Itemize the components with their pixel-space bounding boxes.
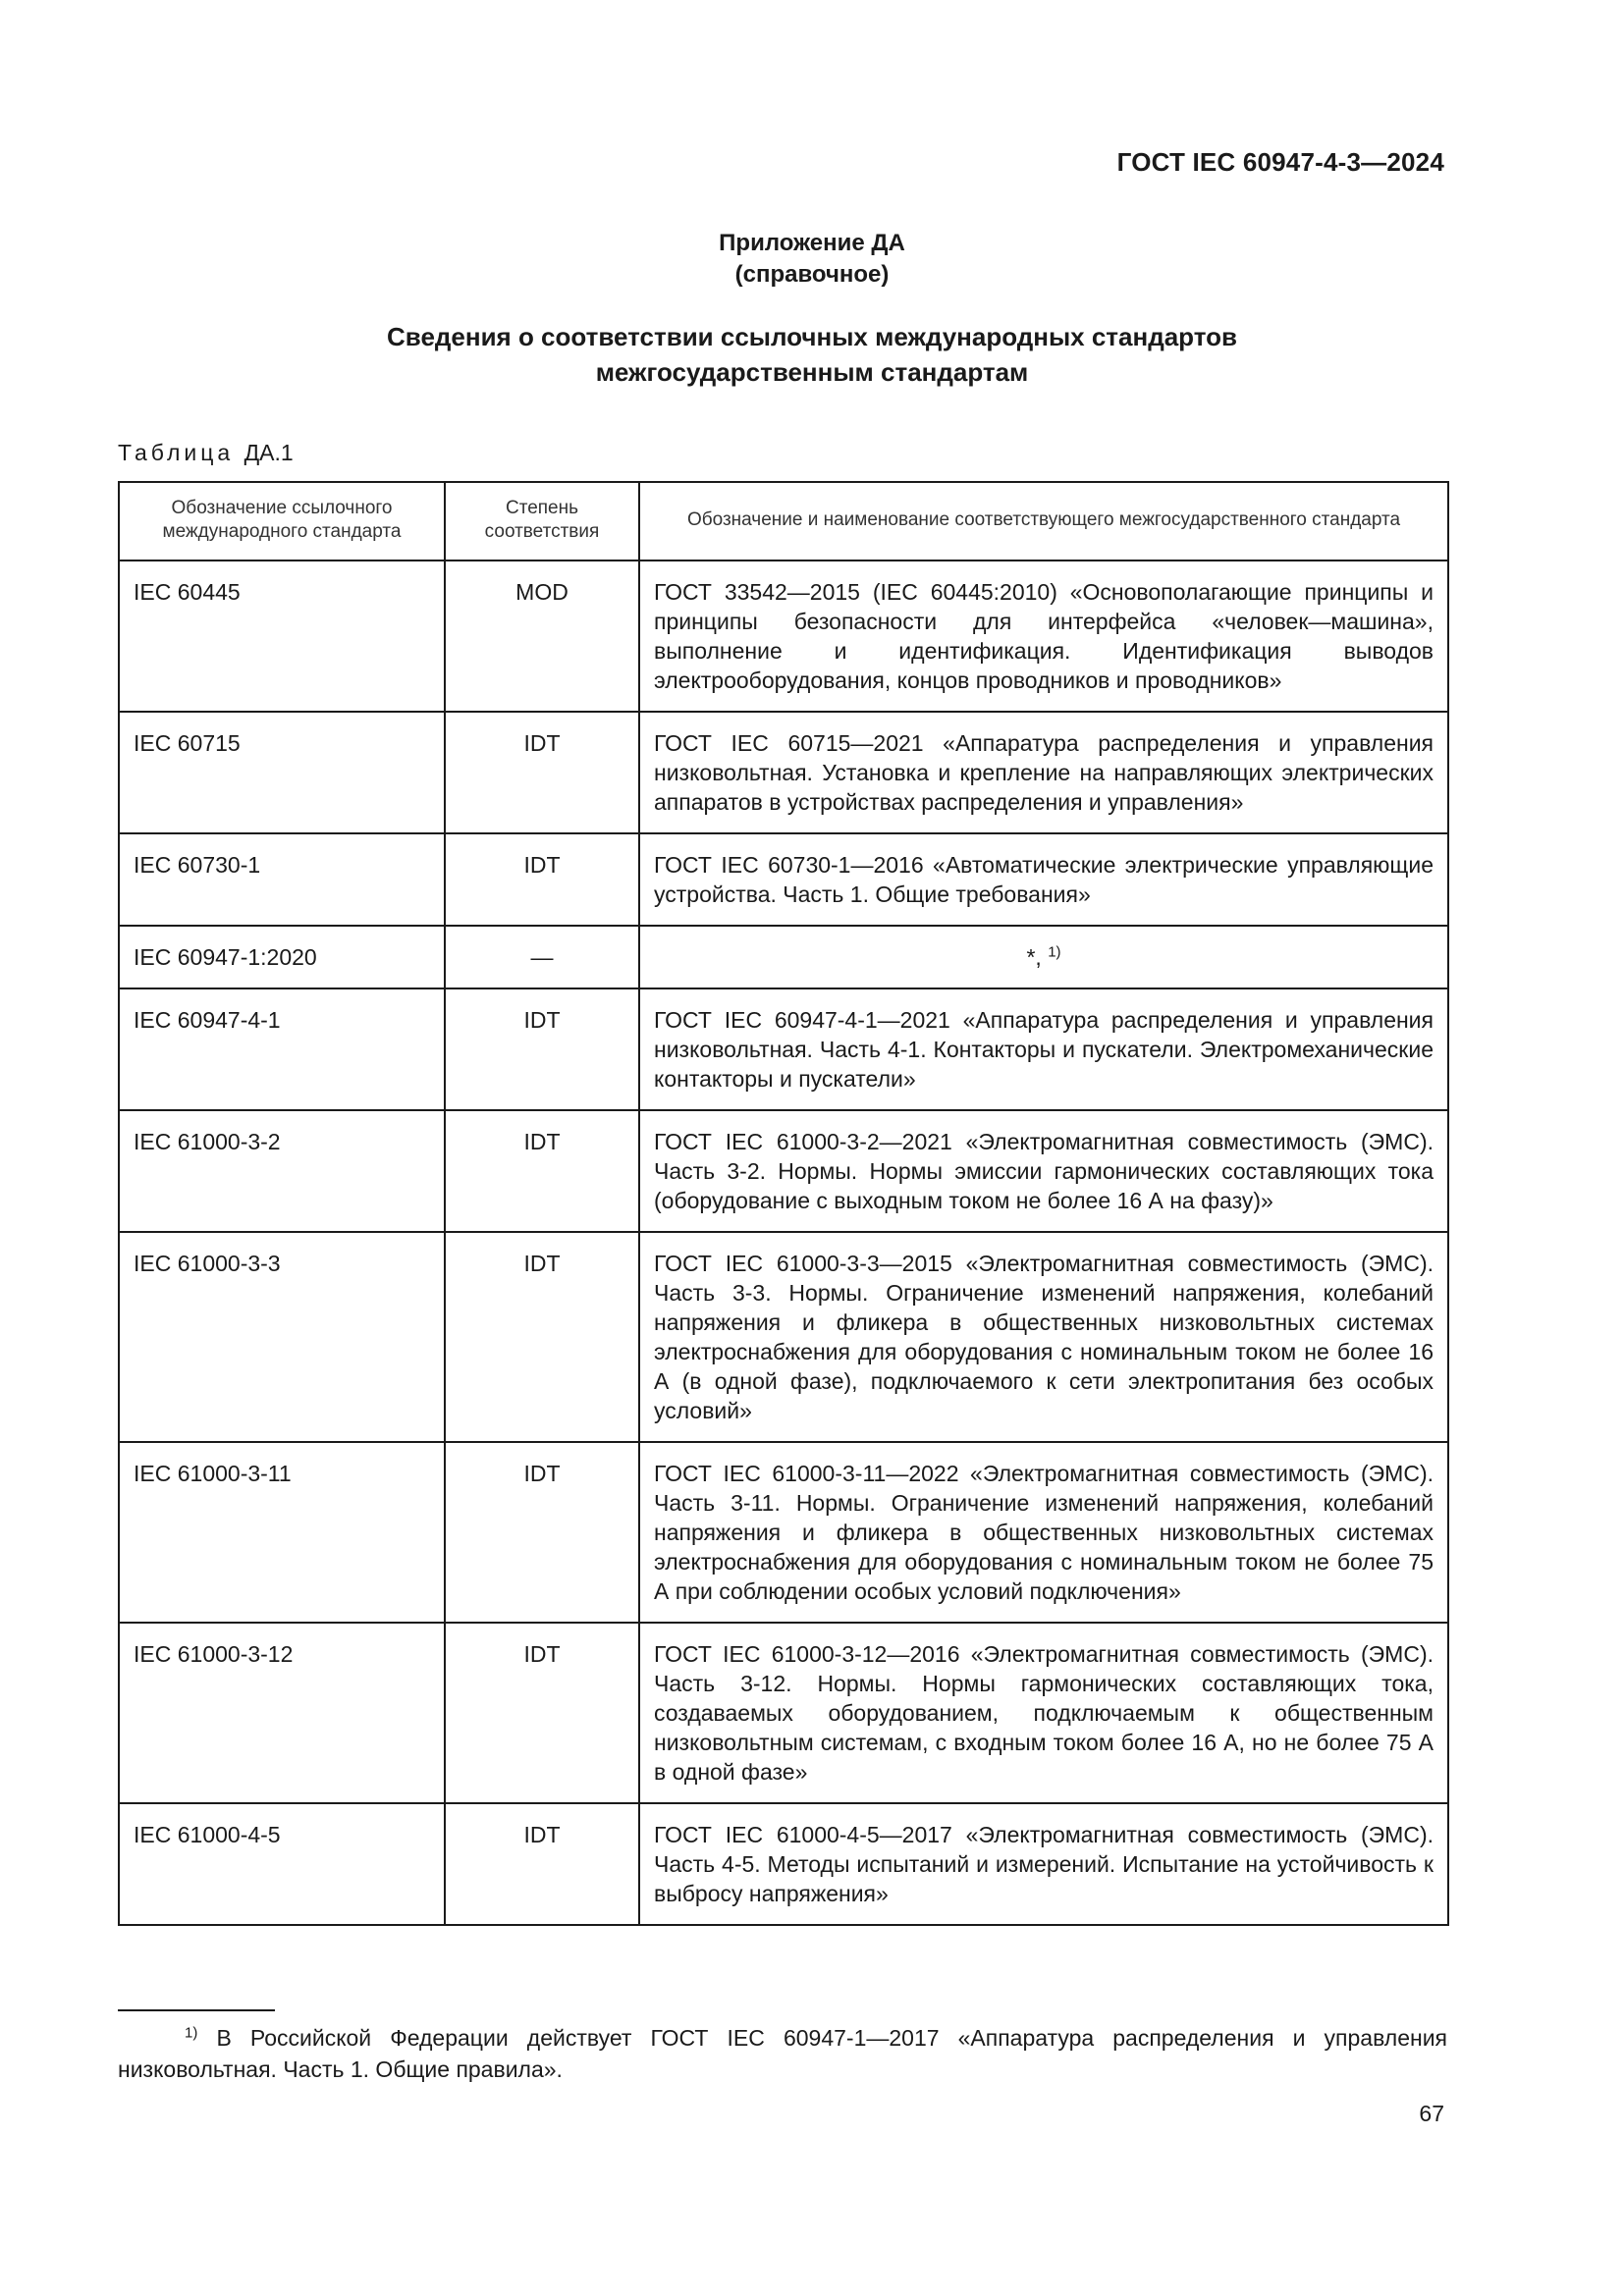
table-row	[119, 712, 1448, 833]
cell-intl-standard: IEC 60715	[119, 712, 445, 833]
page-number: 67	[1419, 2101, 1444, 2126]
cell-intl-standard: IEC 61000-4-5	[119, 1803, 445, 1925]
standards-correspondence-table	[118, 481, 1449, 1926]
annex-title	[0, 319, 1624, 390]
header-intl-standard: Обозначение ссылочного международного стандарта	[119, 482, 445, 561]
cell-gost-standard: ГОСТ IEC 60730-1—2016 «Автоматические электрические управляющие устройства. Часть 1. Общие требования»	[639, 833, 1448, 926]
cell-intl-standard: IEC 61000-3-11	[119, 1442, 445, 1623]
cell-gost-standard: ГОСТ 33542—2015 (IEC 60445:2010) «Основополагающие принципы и принципы безопасности для интерфейса «человек—машина», выполнение и идентификация. Идентификация выводов электрооборудования, концов проводников и проводников»	[639, 561, 1448, 712]
cell-intl-standard: IEC 61000-3-12	[119, 1623, 445, 1803]
cell-intl-standard: IEC 60947-4-1	[119, 988, 445, 1110]
table-row	[119, 561, 1448, 712]
cell-gost-standard: ГОСТ IEC 61000-3-3—2015 «Электромагнитная совместимость (ЭМС). Часть 3-3. Нормы. Ограничение изменений напряжения, колебаний напряжения и фликера в общественных низковольтных системах электроснабжения для оборудования с номинальным током не более 16 А (в одной фазе), подключаемого к сети электропитания без особых условий»	[639, 1232, 1448, 1442]
table-row	[119, 1623, 1448, 1803]
annex-heading	[0, 228, 1624, 291]
header-degree: Степень соответствия	[445, 482, 639, 561]
cell-intl-standard: IEC 60730-1	[119, 833, 445, 926]
cell-gost-standard: ГОСТ IEC 61000-3-12—2016 «Электромагнитная совместимость (ЭМС). Часть 3-12. Нормы. Нормы гармонических составляющих тока, создаваемых оборудованием, подключаемым к общественным низковольтным системам, с входным током более 16 А, но не более 75 А в одной фазе»	[639, 1623, 1448, 1803]
cell-degree: IDT	[445, 1803, 639, 1925]
annex-title-line-2: межгосударственным стандартам	[595, 357, 1029, 387]
cell-gost-standard	[639, 926, 1448, 988]
header-gost-standard: Обозначение и наименование соответствующего межгосударственного стандарта	[639, 482, 1448, 561]
footnote-divider	[118, 2009, 275, 2011]
cell-degree: —	[445, 926, 639, 988]
annex-type: (справочное)	[734, 261, 890, 288]
cell-gost-standard: ГОСТ IEC 60715—2021 «Аппаратура распределения и управления низковольтная. Установка и крепление на направляющих электрических аппаратов в устройствах распределения и управления»	[639, 712, 1448, 833]
cell-intl-standard: IEC 60947-1:2020	[119, 926, 445, 988]
cell-intl-standard: IEC 61000-3-2	[119, 1110, 445, 1232]
footnote	[118, 2022, 1447, 2085]
cell-degree: IDT	[445, 712, 639, 833]
table-row	[119, 1110, 1448, 1232]
table-header-row	[119, 482, 1448, 561]
cell-gost-standard: ГОСТ IEC 61000-4-5—2017 «Электромагнитная совместимость (ЭМС). Часть 4-5. Методы испытаний и измерений. Испытание на устойчивость к выбросу напряжения»	[639, 1803, 1448, 1925]
cell-degree: IDT	[445, 1110, 639, 1232]
table-row	[119, 988, 1448, 1110]
cell-gost-asterisk: *,	[1026, 944, 1042, 970]
cell-degree: IDT	[445, 1623, 639, 1803]
cell-degree: IDT	[445, 1442, 639, 1623]
footnote-marker: 1)	[185, 2024, 198, 2042]
annex-name: Приложение ДА	[719, 230, 905, 256]
cell-degree: MOD	[445, 561, 639, 712]
annex-title-line-1: Сведения о соответствии ссылочных международных стандартов	[387, 322, 1237, 351]
cell-degree: IDT	[445, 988, 639, 1110]
table-row	[119, 1803, 1448, 1925]
footnote-text: В Российской Федерации действует ГОСТ IEC 60947-1—2017 «Аппаратура распределения и управления низковольтная. Часть 1. Общие правила».	[118, 2025, 1447, 2082]
cell-gost-standard: ГОСТ IEC 61000-3-11—2022 «Электромагнитная совместимость (ЭМС). Часть 3-11. Нормы. Ограничение изменений напряжения, колебаний напряжения и фликера в общественных низковольтных системах электроснабжения для оборудования с номинальным током не более 75 А при соблюдении особых условий подключения»	[639, 1442, 1448, 1623]
table-caption-number: ДА.1	[244, 440, 294, 465]
table-row	[119, 833, 1448, 926]
table-caption	[118, 440, 294, 466]
table-row	[119, 926, 1448, 988]
cell-intl-standard: IEC 61000-3-3	[119, 1232, 445, 1442]
cell-degree: IDT	[445, 1232, 639, 1442]
footnote-reference: 1)	[1048, 943, 1061, 961]
cell-degree: IDT	[445, 833, 639, 926]
document-designation: ГОСТ IEC 60947-4-3—2024	[1116, 147, 1444, 177]
table-row	[119, 1232, 1448, 1442]
cell-gost-standard: ГОСТ IEC 60947-4-1—2021 «Аппаратура распределения и управления низковольтная. Часть 4-1. Контакторы и пускатели. Электромеханические контакторы и пускатели»	[639, 988, 1448, 1110]
cell-gost-standard: ГОСТ IEC 61000-3-2—2021 «Электромагнитная совместимость (ЭМС). Часть 3-2. Нормы. Нормы эмиссии гармонических составляющих тока (оборудование с выходным током не более 16 А на фазу)»	[639, 1110, 1448, 1232]
cell-intl-standard: IEC 60445	[119, 561, 445, 712]
table-caption-word: Таблица	[118, 440, 235, 465]
table-row	[119, 1442, 1448, 1623]
